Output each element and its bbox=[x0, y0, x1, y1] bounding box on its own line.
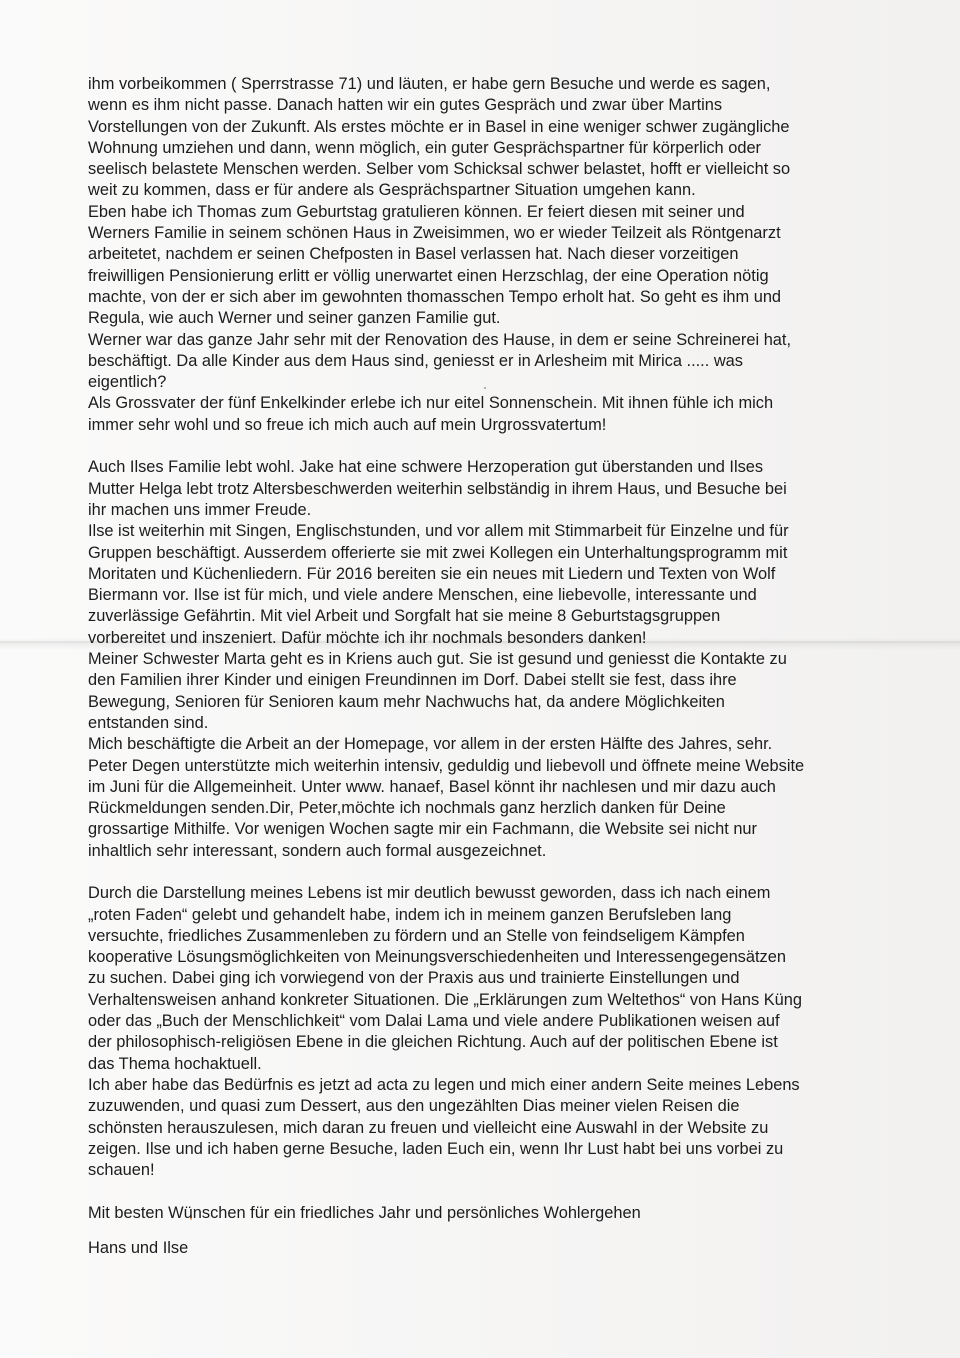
paragraph-werner: Werner war das ganze Jahr sehr mit der Renovation des Hause, in dem er seine Schreinerei hat, beschäftigt. Da alle Kinder aus dem Haus sind, geniesst er in Arlesheim mit Mirica ..... was eigentlich? bbox=[88, 330, 792, 392]
paragraph-martin: ihm vorbeikommen ( Sperrstrasse 71) und läuten, er habe gern Besuche und werde es sagen, wenn es ihm nicht passe. Danach hatten wir ein gutes Gespräch und zwar über Martins Vorstellungen von der Zukunft. Als erstes möchte er in Basel in eine weniger schwer zugängliche Wohnung umziehen und dann, wenn möglich, ein guter Gesprächspartner für körperlich oder seelisch belastete Menschen werden. Selber vom Schicksal schwer belastet, hofft er vielleicht so weit zu kommen, dass er für andere als Gesprächspartner Situation umgehen kann. bbox=[88, 75, 791, 200]
paragraph-slides: Ich aber habe das Bedürfnis es jetzt ad acta zu legen und mich einer andern Seite meines Lebens zuzuwenden, und quasi zum Dessert, aus den ungezählten Dias meiner vielen Reisen die schönsten herauszulesen, mich daran zu freuen und vielleicht eine Auswahl in der Website zu zeigen. Ilse und ich haben gerne Besuche, laden Euch ein, wenn Ihr Lust habt bei uns vorbei zu schauen! bbox=[88, 1075, 800, 1180]
paragraph-marta: Meiner Schwester Marta geht es in Kriens auch gut. Sie ist gesund und geniesst die Kontakte zu den Familien ihrer Kinder und einigen Freundinnen im Dorf. Dabei stellt sie fest, dass ihre Bewegung, Senioren für Senioren kaum mehr Nachwuchs hat, da andere Möglichkeiten entstanden sind. bbox=[88, 650, 787, 732]
letter-body bbox=[88, 74, 878, 1259]
paragraph-homepage: Mich beschäftigte die Arbeit an der Homepage, vor allem in der ersten Hälfte des Jahres, sehr. Peter Degen unterstützte mich weiterhin intensiv, geduldig und liebevoll und öffnete meine Website im Juni für die Allgemeinheit. Unter www. hanaef, Basel könnt ihr nachlesen und mir dazu auch Rückmeldungen senden.Dir, Peter,möchte ich nochmals ganz herzlich danken für Deine grossartige Mithilfe. Vor wenigen Wochen sagte mir ein Fachmann, die Website sei nicht nur inhaltlich sehr interessant, sondern auch formal ausgezeichnet. bbox=[88, 735, 805, 860]
paragraph-grandfather: Als Grossvater der fünf Enkelkinder erlebe ich nur eitel Sonnenschein. Mit ihnen fühle ich mich immer sehr wohl und so freue ich mich auch auf mein Urgrossvatertum! bbox=[88, 394, 774, 434]
paragraph-spacer bbox=[88, 1224, 878, 1238]
paragraph-thomas: Eben habe ich Thomas zum Geburtstag gratulieren können. Er feiert diesen mit seiner und Werners Familie in seinem schönen Haus in Zweisimmen, wo er wieder Teilzeit als Röntgenarzt arbeitetet, nachdem er seinen Chefposten in Basel verlassen hat. Nach dieser vorzeitigen freiwilligen Pensionierung erlitt er völlig unerwartet einen Herzschlag, der eine Operation nötig machte, von der er sich aber im gewohnten thomasschen Tempo erholt hat. So geht es ihm und Regula, wie auch Werner und seiner ganzen Familie gut. bbox=[88, 202, 782, 328]
paragraph-ilse-activities: Ilse ist weiterhin mit Singen, Englischstunden, und vor allem mit Stimmarbeit für Einzelne und für Gruppen beschäftigt. Ausserdem offerierte sie mit zwei Kollegen ein Unterhaltungsprogramm mit Moritaten und Küchenliedern. Für 2016 bereiten sie ein neues mit Liedern und Texten von Wolf Biermann vor. Ilse ist für mich, und viele andere Menschen, eine liebevolle, interessante und zuverlässige Gefährtin. Mit viel Arbeit und Sorgfalt hat sie meine 8 Geburtstagsgruppen vorbereitet und inszeniert. Dafür möchte ich ihr nochmals besonders danken! bbox=[88, 522, 789, 647]
paragraph-spacer bbox=[88, 436, 878, 457]
paragraph-spacer bbox=[88, 862, 878, 883]
paragraph-spacer bbox=[88, 1181, 878, 1202]
paragraph-red-thread: Durch die Darstellung meines Lebens ist mir deutlich bewusst geworden, dass ich nach einem „roten Faden“ gelebt und gehandelt habe, indem ich in meinem ganzen Berufsleben lang versuchte, friedliches Zusammenleben zu fördern und an Stelle von feindseligem Kämpfen kooperative Lösungsmöglichkeiten von Meinungsverschiedenheiten und Interessengegensätzen zu suchen. Dabei ging ich vorwiegend von der Praxis aus und trainierte Einstellungen und Verhaltensweisen anhand konkreter Situationen. Die „Erklärungen zum Weltethos“ von Hans Küng oder das „Buch der Menschlichkeit“ vom Dalai Lama und viele andere Publikationen weisen auf der philosophisch-religiösen Ebene in die gleichen Richtung. Auch auf der politischen Ebene ist das Thema hochaktuell. bbox=[88, 884, 803, 1073]
paragraph-ilse-family: Auch Ilses Familie lebt wohl. Jake hat eine schwere Herzoperation gut überstanden und Ilses Mutter Helga lebt trotz Altersbeschwerden weiterhin selbständig in ihrem Haus, und Besuche bei ihr machen uns immer Freude. bbox=[88, 458, 787, 519]
signature: Hans und Ilse bbox=[88, 1239, 189, 1258]
closing-greeting: Mit besten Wünschen für ein friedliches Jahr und persönliches Wohlergehen bbox=[88, 1203, 641, 1222]
